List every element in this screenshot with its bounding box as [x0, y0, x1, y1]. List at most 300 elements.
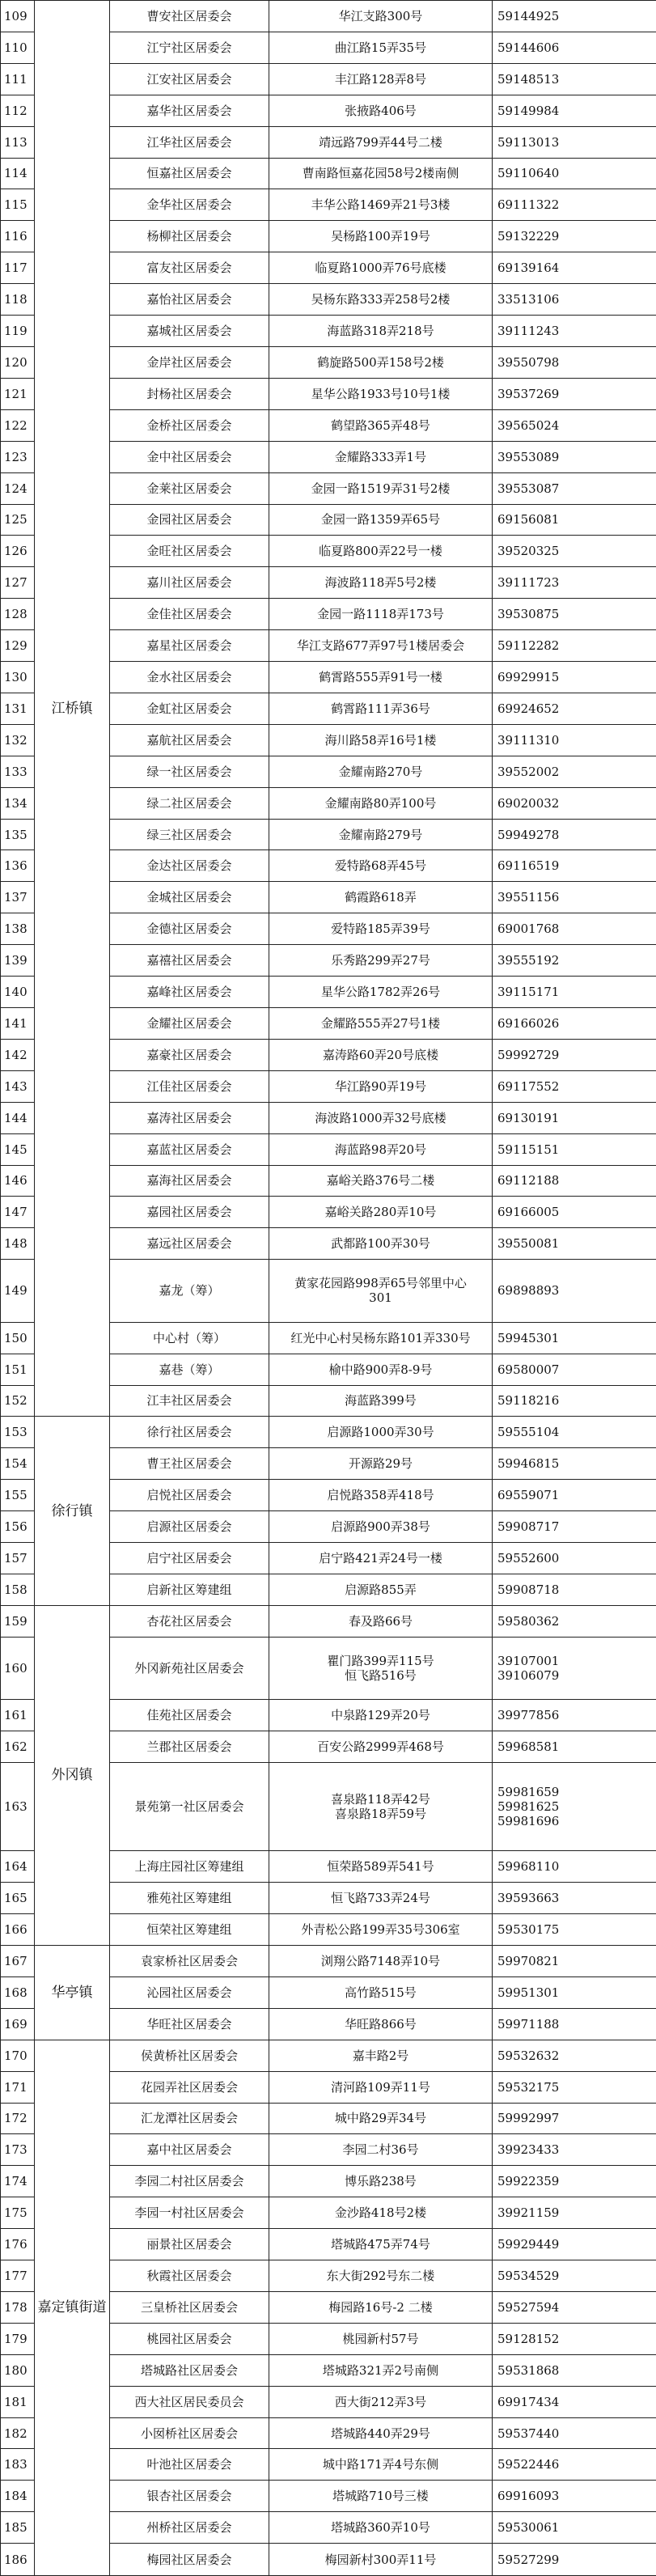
phone-number: 59118216 [497, 1393, 560, 1409]
committee-name: 江宁社区居委会 [110, 32, 269, 63]
phone-cell [493, 1417, 656, 1448]
committee-name: 州桥社区居委会 [110, 2512, 269, 2544]
address-line: 嘉涛路60弄20号底楼 [322, 1047, 439, 1062]
committee-name: 雅苑社区筹建组 [110, 1883, 269, 1914]
committee-name: 中心村（筹） [110, 1322, 269, 1354]
row-number: 152 [1, 1385, 35, 1417]
table-row [1, 1945, 656, 1976]
phone-cell [493, 2071, 656, 2103]
phone-number: 59148513 [497, 71, 560, 87]
address-line: 海蓝路399号 [345, 1393, 417, 1409]
phone-cell [493, 1637, 656, 1699]
address-cell [269, 1322, 493, 1354]
phone-number: 59532632 [497, 2048, 560, 2063]
phone-number: 59968110 [497, 1859, 560, 1875]
row-number: 112 [1, 95, 35, 126]
row-number: 185 [1, 2512, 35, 2544]
address-line: 鹤望路365弄48号 [331, 417, 430, 433]
address-cell [269, 2166, 493, 2197]
address-line: 榆中路900弄8-9号 [328, 1362, 433, 1377]
address-line: 海蓝路318弄218号 [327, 324, 434, 339]
phone-cell [493, 441, 656, 472]
address-line: 瞿门路399弄115号 [327, 1653, 434, 1668]
committee-name: 袁家桥社区居委会 [110, 1945, 269, 1976]
phone-cell [493, 850, 656, 882]
committee-name: 杏花社区居委会 [110, 1605, 269, 1637]
address-cell [269, 2103, 493, 2134]
committee-name: 嘉川社区居委会 [110, 567, 269, 599]
phone-cell [493, 2260, 656, 2292]
committee-name: 恒荣社区筹建组 [110, 1914, 269, 1946]
phone-cell [493, 409, 656, 441]
committee-name: 嘉龙（筹） [110, 1260, 269, 1322]
row-number: 121 [1, 378, 35, 409]
phone-number: 59532175 [497, 2079, 560, 2095]
address-line: 西大街212弄3号 [334, 2394, 427, 2409]
address-line: 丰华公路1469弄21号3楼 [311, 197, 451, 213]
phone-number: 59580362 [497, 1613, 560, 1629]
address-cell [269, 693, 493, 724]
committee-name: 金岸社区居委会 [110, 346, 269, 378]
committee-name: 金莱社区居委会 [110, 472, 269, 504]
phone-cell [493, 1731, 656, 1763]
phone-cell [493, 1851, 656, 1883]
table-row [1, 2040, 656, 2071]
phone-cell [493, 2512, 656, 2544]
phone-cell [493, 284, 656, 316]
address-cell [269, 2544, 493, 2576]
address-line: 金耀南路279号 [338, 827, 423, 842]
address-line: 高竹路515号 [345, 1985, 417, 2000]
committee-name: 金佳社区居委会 [110, 599, 269, 630]
address-cell [269, 316, 493, 347]
committee-name: 金园社区居委会 [110, 504, 269, 536]
row-number: 178 [1, 2291, 35, 2323]
address-cell [269, 221, 493, 252]
row-number: 134 [1, 787, 35, 819]
address-cell [269, 2386, 493, 2417]
phone-cell [493, 693, 656, 724]
phone-number: 59552600 [497, 1551, 560, 1566]
committee-name: 绿二社区居委会 [110, 787, 269, 819]
row-number: 161 [1, 1700, 35, 1731]
town-name: 嘉定镇街道 [35, 2040, 110, 2575]
table-body [1, 1, 656, 2576]
address-cell [269, 252, 493, 284]
address-line: 塔城路321弄2号南侧 [322, 2362, 439, 2378]
address-line: 塔城路475弄74号 [331, 2237, 430, 2252]
town-name: 江桥镇 [35, 1, 110, 1417]
row-number: 176 [1, 2229, 35, 2260]
row-number: 141 [1, 1008, 35, 1040]
address-line: 曹南路恒嘉花园58号2楼南侧 [302, 166, 459, 181]
row-number: 181 [1, 2386, 35, 2417]
address-line: 城中路29弄34号 [334, 2111, 427, 2126]
address-line: 爱特路185弄39号 [331, 922, 430, 937]
row-number: 142 [1, 1039, 35, 1070]
committee-name: 嘉海社区居委会 [110, 1165, 269, 1197]
address-cell [269, 346, 493, 378]
committee-name: 汇龙潭社区居委会 [110, 2103, 269, 2134]
row-number: 147 [1, 1197, 35, 1228]
row-number: 156 [1, 1511, 35, 1543]
phone-number: 59113013 [497, 134, 560, 150]
row-number: 159 [1, 1605, 35, 1637]
address-cell [269, 2417, 493, 2449]
phone-number: 33513106 [497, 292, 560, 307]
phone-number: 39555192 [497, 953, 560, 968]
address-cell [269, 95, 493, 126]
address-cell [269, 724, 493, 756]
address-cell [269, 662, 493, 693]
committee-name: 上海庄园社区筹建组 [110, 1851, 269, 1883]
phone-number: 39530875 [497, 607, 560, 622]
phone-number: 59971188 [497, 2016, 560, 2032]
address-cell [269, 1637, 493, 1699]
phone-cell [493, 1039, 656, 1070]
row-number: 116 [1, 221, 35, 252]
address-cell [269, 2008, 493, 2040]
row-number: 164 [1, 1851, 35, 1883]
phone-number: 59951301 [497, 1985, 560, 2000]
address-cell [269, 2229, 493, 2260]
address-cell [269, 32, 493, 63]
address-line: 嘉峪关路376号二楼 [326, 1173, 435, 1188]
committee-name: 启宁社区居委会 [110, 1543, 269, 1574]
committee-name: 金水社区居委会 [110, 662, 269, 693]
committee-name: 嘉星社区居委会 [110, 630, 269, 662]
phone-cell [493, 977, 656, 1008]
row-number: 157 [1, 1543, 35, 1574]
phone-number: 39593663 [497, 1891, 560, 1906]
address-line: 鹤旋路500弄158号2楼 [317, 354, 444, 370]
phone-cell [493, 536, 656, 567]
row-number: 137 [1, 882, 35, 913]
committee-name: 绿一社区居委会 [110, 756, 269, 787]
address-line: 金沙路418号2楼 [334, 2205, 427, 2221]
phone-number: 39111310 [497, 732, 560, 748]
phone-number: 59527299 [497, 2552, 560, 2567]
committee-name: 曹安社区居委会 [110, 1, 269, 32]
row-number: 131 [1, 693, 35, 724]
row-number: 166 [1, 1914, 35, 1946]
address-cell [269, 819, 493, 850]
committee-name: 嘉峰社区居委会 [110, 977, 269, 1008]
address-cell [269, 630, 493, 662]
phone-number: 39115171 [497, 985, 560, 1000]
address-line: 金耀南路80弄100号 [324, 795, 437, 811]
phone-cell [493, 126, 656, 158]
address-cell [269, 1417, 493, 1448]
row-number: 124 [1, 472, 35, 504]
phone-number: 39565024 [497, 417, 560, 433]
phone-number: 69111322 [497, 197, 560, 213]
address-cell [269, 284, 493, 316]
committee-name: 江安社区居委会 [110, 63, 269, 95]
row-number: 122 [1, 409, 35, 441]
row-number: 183 [1, 2449, 35, 2481]
phone-number: 59530061 [497, 2520, 560, 2536]
phone-number: 39551156 [497, 890, 560, 905]
phone-cell [493, 882, 656, 913]
address-line: 华江支路677弄97号1楼居委会 [296, 638, 465, 654]
row-number: 160 [1, 1637, 35, 1699]
phone-number: 59110640 [497, 166, 560, 181]
address-line: 春及路66号 [348, 1613, 413, 1629]
address-line: 启源路900弄38号 [331, 1519, 430, 1535]
row-number: 174 [1, 2166, 35, 2197]
address-cell [269, 1883, 493, 1914]
phone-number: 59530175 [497, 1922, 560, 1938]
row-number: 114 [1, 158, 35, 189]
address-line: 梅园新村300弄11号 [324, 2552, 437, 2567]
phone-number: 59929449 [497, 2237, 560, 2252]
address-cell [269, 1008, 493, 1040]
address-cell [269, 189, 493, 221]
row-number: 113 [1, 126, 35, 158]
phone-number: 59981659 [497, 1785, 560, 1800]
committee-name: 嘉城社区居委会 [110, 316, 269, 347]
phone-cell [493, 1883, 656, 1914]
phone-number: 39111723 [497, 575, 560, 591]
address-line: 金园一路1359弄65号 [320, 512, 441, 527]
address-line: 鹤霄路555弄91号一楼 [319, 669, 442, 684]
address-cell [269, 504, 493, 536]
town-name: 华亭镇 [35, 1945, 110, 2040]
committee-name: 兰郡社区居委会 [110, 1731, 269, 1763]
address-line: 临夏路1000弄76号底楼 [315, 261, 447, 276]
address-cell [269, 1354, 493, 1385]
phone-cell [493, 1260, 656, 1322]
address-cell [269, 2040, 493, 2071]
phone-number: 39553087 [497, 481, 560, 496]
phone-cell [493, 2229, 656, 2260]
committee-name: 启悦社区居委会 [110, 1480, 269, 1511]
committee-name: 侯黄桥社区居委会 [110, 2040, 269, 2071]
phone-cell [493, 2417, 656, 2449]
committee-name: 启新社区筹建组 [110, 1574, 269, 1605]
committee-name: 杨柳社区居委会 [110, 221, 269, 252]
address-cell [269, 378, 493, 409]
address-line: 金园一路1519弄31号2楼 [311, 481, 451, 496]
phone-cell [493, 1197, 656, 1228]
phone-number: 69917434 [497, 2394, 560, 2409]
address-line: 爱特路68弄45号 [334, 858, 427, 874]
phone-number: 59115151 [497, 1142, 560, 1157]
phone-number: 69156081 [497, 512, 560, 527]
address-cell [269, 882, 493, 913]
phone-cell [493, 945, 656, 977]
committee-name: 李园二村社区居委会 [110, 2166, 269, 2197]
phone-cell [493, 378, 656, 409]
phone-number: 59992997 [497, 2111, 560, 2126]
phone-cell [493, 504, 656, 536]
address-line: 丰江路128弄8号 [334, 71, 427, 87]
phone-number: 69020032 [497, 795, 560, 811]
address-cell [269, 567, 493, 599]
phone-number: 59144606 [497, 40, 560, 55]
address-line: 嘉丰路2号 [352, 2048, 409, 2063]
town-name: 外冈镇 [35, 1605, 110, 1945]
phone-number: 69001768 [497, 922, 560, 937]
phone-number: 59128152 [497, 2331, 560, 2346]
phone-number: 59981625 [497, 1799, 560, 1815]
committee-name: 金华社区居委会 [110, 189, 269, 221]
committee-name: 嘉华社区居委会 [110, 95, 269, 126]
address-line: 星华公路1782弄26号 [320, 985, 441, 1000]
committee-name: 封杨社区居委会 [110, 378, 269, 409]
address-line: 塔城路360弄10号 [331, 2520, 430, 2536]
address-cell [269, 1480, 493, 1511]
phone-cell [493, 756, 656, 787]
address-line: 吴杨路100弄19号 [331, 229, 430, 244]
address-line: 乐秀路299弄27号 [331, 953, 430, 968]
address-line: 李园二村36号 [342, 2142, 419, 2158]
address-cell [269, 1731, 493, 1763]
phone-cell [493, 787, 656, 819]
row-number: 143 [1, 1070, 35, 1102]
phone-number: 69130191 [497, 1110, 560, 1125]
address-cell [269, 1511, 493, 1543]
phone-number: 39537269 [497, 386, 560, 401]
address-cell [269, 1763, 493, 1851]
phone-cell [493, 1448, 656, 1480]
committee-name: 嘉巷（筹） [110, 1354, 269, 1385]
address-cell [269, 2323, 493, 2354]
committee-name: 金城社区居委会 [110, 882, 269, 913]
phone-cell [493, 1574, 656, 1605]
row-number: 138 [1, 913, 35, 945]
address-cell [269, 850, 493, 882]
phone-cell [493, 2481, 656, 2512]
address-line: 浏翔公路7148弄10号 [320, 1953, 441, 1968]
committee-name: 绿三社区居委会 [110, 819, 269, 850]
committee-name: 西大社区居民委员会 [110, 2386, 269, 2417]
address-cell [269, 158, 493, 189]
row-number: 155 [1, 1480, 35, 1511]
row-number: 127 [1, 567, 35, 599]
phone-number: 69166005 [497, 1205, 560, 1220]
phone-cell [493, 316, 656, 347]
address-cell [269, 945, 493, 977]
address-line: 曲江路15弄35号 [334, 40, 427, 55]
row-number: 169 [1, 2008, 35, 2040]
address-line: 桃园新村57号 [342, 2331, 419, 2346]
address-cell [269, 1385, 493, 1417]
address-line: 恒飞路733弄24号 [331, 1891, 430, 1906]
address-cell [269, 756, 493, 787]
row-number: 110 [1, 32, 35, 63]
phone-cell [493, 1511, 656, 1543]
row-number: 117 [1, 252, 35, 284]
address-line: 海波路1000弄32号底楼 [315, 1110, 447, 1125]
phone-number: 59555104 [497, 1425, 560, 1440]
committee-name: 沁园社区居委会 [110, 1976, 269, 2008]
committee-name: 嘉航社区居委会 [110, 724, 269, 756]
committee-name: 嘉怡社区居委会 [110, 284, 269, 316]
address-line: 启悦路358弄418号 [327, 1488, 434, 1503]
committee-name: 嘉园社区居委会 [110, 1197, 269, 1228]
phone-cell [493, 1763, 656, 1851]
phone-number: 39520325 [497, 544, 560, 559]
address-cell [269, 1574, 493, 1605]
address-line: 海川路58弄16号1楼 [324, 732, 437, 748]
committee-name: 丽景社区居委会 [110, 2229, 269, 2260]
address-cell [269, 409, 493, 441]
row-number: 126 [1, 536, 35, 567]
row-number: 151 [1, 1354, 35, 1385]
phone-number: 59537440 [497, 2426, 560, 2441]
phone-cell [493, 630, 656, 662]
address-cell [269, 2354, 493, 2386]
phone-number: 59144925 [497, 8, 560, 23]
committee-name: 金虹社区居委会 [110, 693, 269, 724]
row-number: 167 [1, 1945, 35, 1976]
committee-name: 桃园社区居委会 [110, 2323, 269, 2354]
address-line: 金耀路555弄27号1楼 [320, 1015, 441, 1031]
committee-name: 恒嘉社区居委会 [110, 158, 269, 189]
phone-number: 59908717 [497, 1519, 560, 1535]
phone-cell [493, 567, 656, 599]
phone-number: 69559071 [497, 1488, 560, 1503]
phone-number: 59922359 [497, 2174, 560, 2189]
phone-number: 59132229 [497, 229, 560, 244]
phone-cell [493, 1480, 656, 1511]
address-cell [269, 1605, 493, 1637]
table-row [1, 1605, 656, 1637]
table-row [1, 1417, 656, 1448]
phone-cell [493, 189, 656, 221]
phone-cell [493, 2291, 656, 2323]
address-cell [269, 2197, 493, 2229]
phone-cell [493, 2008, 656, 2040]
phone-cell [493, 2386, 656, 2417]
phone-number: 39107001 [497, 1653, 560, 1668]
phone-number: 39553089 [497, 449, 560, 464]
phone-number: 39552002 [497, 764, 560, 779]
address-line: 红光中心村吴杨东路101弄330号 [290, 1330, 471, 1345]
row-number: 173 [1, 2134, 35, 2166]
address-line: 启宁路421弄24号一楼 [319, 1551, 442, 1566]
row-number: 171 [1, 2071, 35, 2103]
phone-cell [493, 158, 656, 189]
address-cell [269, 787, 493, 819]
phone-number: 69166026 [497, 1015, 560, 1031]
address-line: 金耀路333弄1号 [334, 449, 427, 464]
phone-cell [493, 1976, 656, 2008]
address-cell [269, 2291, 493, 2323]
address-cell [269, 1197, 493, 1228]
phone-number: 59946815 [497, 1456, 560, 1472]
address-line: 嘉峪关路280弄10号 [324, 1205, 437, 1220]
committee-name: 徐行社区居委会 [110, 1417, 269, 1448]
committee-name: 江华社区居委会 [110, 126, 269, 158]
row-number: 115 [1, 189, 35, 221]
phone-number: 39923433 [497, 2142, 560, 2158]
phone-number: 59908718 [497, 1582, 560, 1597]
address-line: 恒荣路589弄541号 [327, 1859, 434, 1875]
phone-cell [493, 1102, 656, 1133]
address-line: 张掖路406号 [345, 103, 417, 118]
phone-cell [493, 1543, 656, 1574]
phone-number: 69580007 [497, 1362, 560, 1377]
phone-number: 39111243 [497, 324, 560, 339]
address-cell [269, 2481, 493, 2512]
address-line: 塔城路440弄29号 [331, 2426, 430, 2441]
address-line: 博乐路238号 [345, 2174, 417, 2189]
row-number: 180 [1, 2354, 35, 2386]
phone-cell [493, 2134, 656, 2166]
